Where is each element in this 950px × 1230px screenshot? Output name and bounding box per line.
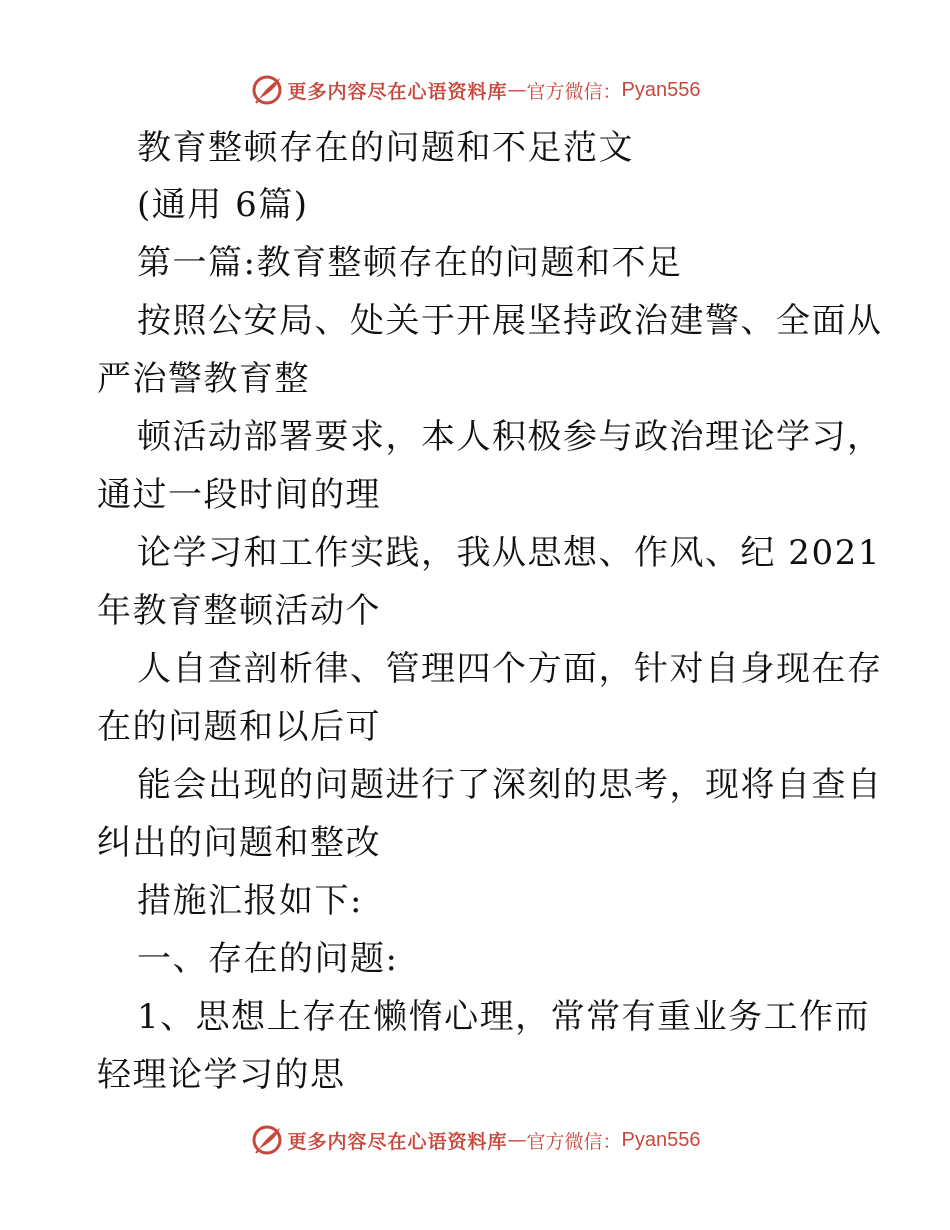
banner-wechat-label: 官方微信： [526, 80, 622, 103]
banner-account: Pyan556 [621, 1128, 701, 1151]
banner-wechat-label: 官方微信： [526, 1130, 622, 1153]
section-heading: 一、存在的问题: [137, 939, 399, 979]
feather-pen-circle-icon [250, 73, 284, 107]
top-banner [0, 70, 950, 110]
paragraph-line: 1、思想上存在懒惰心理，常常有重业务工作而 [137, 997, 871, 1037]
paragraph-line: 顿活动部署要求，本人积极参与政治理论学习， [137, 417, 883, 457]
paragraph-line: 通过一段时间的理 [97, 475, 381, 515]
paragraph-line: 轻理论学习的思 [97, 1055, 346, 1095]
paragraph-line: 年教育整顿活动个 [97, 591, 381, 631]
feather-pen-circle-icon [250, 1123, 284, 1157]
banner-dash: — [507, 1129, 527, 1151]
document-title: 教育整顿存在的问题和不足范文 [137, 128, 634, 168]
paragraph-line: 纠出的问题和整改 [97, 823, 381, 863]
banner-dash: — [507, 79, 527, 101]
paragraph-line: 按照公安局、处关于开展坚持政治建警、全面从 [137, 301, 883, 341]
bottom-banner [0, 1120, 950, 1160]
paragraph-line: 能会出现的问题进行了深刻的思考，现将自查自 [137, 765, 883, 805]
paragraph-line: 人自查剖析律、管理四个方面，针对自身现在存 [137, 649, 883, 689]
paragraph-line: 严治警教育整 [97, 359, 310, 399]
paragraph-line: 措施汇报如下: [137, 881, 363, 921]
document-subtitle: (通用 6篇) [137, 185, 309, 225]
section-heading: 第一篇:教育整顿存在的问题和不足 [137, 243, 683, 283]
banner-promo-text: 更多内容尽在心语资料库 [287, 80, 508, 103]
banner-account: Pyan556 [621, 78, 701, 101]
banner-promo-text: 更多内容尽在心语资料库 [287, 1130, 508, 1153]
paragraph-line: 论学习和工作实践，我从思想、作风、纪 2021 [137, 533, 881, 573]
paragraph-line: 在的问题和以后可 [97, 707, 381, 747]
